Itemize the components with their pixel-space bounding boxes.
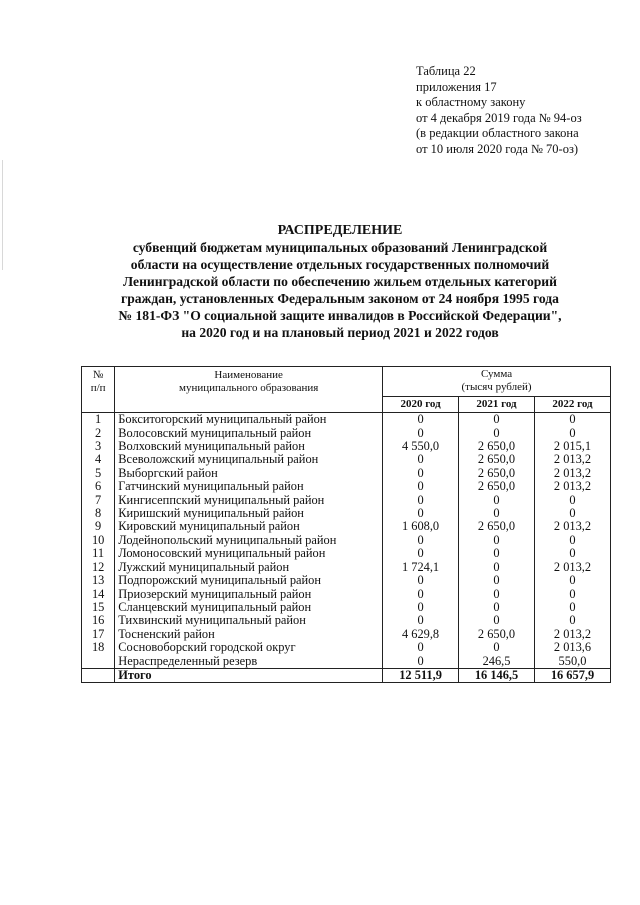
- table-row: [82, 601, 611, 614]
- row-value-2021: 2 650,0: [459, 467, 535, 480]
- row-value-2020: 0: [383, 601, 459, 614]
- table-row: [82, 427, 611, 440]
- row-value-2021: 2 650,0: [459, 628, 535, 641]
- title-main: РАСПРЕДЕЛЕНИЕ: [277, 223, 403, 238]
- row-name: Тихвинский муниципальный район: [115, 614, 383, 627]
- row-value-2021: 0: [459, 534, 535, 547]
- table-row: [82, 467, 611, 480]
- header-name-line: муниципального образования: [179, 382, 319, 395]
- header-note-line: от 10 июля 2020 года № 70-оз): [416, 141, 579, 156]
- row-value-2022: 2 013,2: [535, 453, 611, 466]
- row-name: Бокситогорский муниципальный район: [115, 413, 383, 427]
- title-line: Ленинградской области по обеспечению жильем отдельных категорий: [123, 274, 557, 289]
- row-number: 2: [82, 427, 115, 440]
- row-value-2021: 0: [459, 507, 535, 520]
- row-name: Киришский муниципальный район: [115, 507, 383, 520]
- header-note-line: от 4 декабря 2019 года № 94-оз: [416, 110, 582, 125]
- row-number: 9: [82, 520, 115, 533]
- row-value-2020: 0: [383, 494, 459, 507]
- row-value-2021: 0: [459, 413, 535, 427]
- row-number: 5: [82, 467, 115, 480]
- row-value-2022: 2 013,2: [535, 628, 611, 641]
- row-value-2022: 0: [535, 614, 611, 627]
- table-row: [82, 655, 611, 669]
- row-value-2022: 0: [535, 427, 611, 440]
- table-row: [82, 561, 611, 574]
- row-number: 13: [82, 574, 115, 587]
- row-name: Лужский муниципальный район: [115, 561, 383, 574]
- row-value-2020: 0: [383, 413, 459, 427]
- row-number: 7: [82, 494, 115, 507]
- row-number: 4: [82, 453, 115, 466]
- table-row: [82, 413, 611, 427]
- title-line: на 2020 год и на плановый период 2021 и 2022 годов: [181, 325, 499, 340]
- row-value-2021: 2 650,0: [459, 480, 535, 493]
- row-value-2020: 0: [383, 467, 459, 480]
- title-line: области на осуществление отдельных государственных полномочий: [130, 257, 550, 272]
- header-sum-line: Сумма: [480, 368, 513, 380]
- table-total-row: [82, 668, 611, 682]
- row-value-2021: 2 650,0: [459, 440, 535, 453]
- row-number: 6: [82, 480, 115, 493]
- row-value-2021: 2 650,0: [459, 453, 535, 466]
- row-value-2021: 0: [459, 601, 535, 614]
- row-number: 10: [82, 534, 115, 547]
- row-name: Тосненский район: [115, 628, 383, 641]
- row-value-2021: 0: [459, 588, 535, 601]
- row-value-2022: 0: [535, 588, 611, 601]
- row-value-2021: 0: [459, 547, 535, 560]
- page-edge-line: [2, 160, 3, 270]
- header-year-2020: 2020 год: [383, 396, 459, 412]
- row-name: Сланцевский муниципальный район: [115, 601, 383, 614]
- row-name: Выборгский район: [115, 467, 383, 480]
- row-value-2020: 0: [383, 453, 459, 466]
- row-value-2020: 1 608,0: [383, 520, 459, 533]
- row-number: 17: [82, 628, 115, 641]
- header-number-line: п/п: [90, 382, 106, 395]
- row-number: 8: [82, 507, 115, 520]
- row-name: Лодейнопольский муниципальный район: [115, 534, 383, 547]
- header-name-line: Наименование: [214, 369, 283, 381]
- header-number-line: №: [92, 369, 104, 381]
- row-number: 15: [82, 601, 115, 614]
- row-name: Подпорожский муниципальный район: [115, 574, 383, 587]
- row-value-2020: 1 724,1: [383, 561, 459, 574]
- header-year-2022: 2022 год: [535, 396, 611, 412]
- row-number: 3: [82, 440, 115, 453]
- row-value-2021: 0: [459, 574, 535, 587]
- row-value-2021: 2 650,0: [459, 520, 535, 533]
- header-sum: [383, 367, 611, 397]
- row-name: Кировский муниципальный район: [115, 520, 383, 533]
- row-number: [82, 655, 115, 669]
- row-value-2020: 0: [383, 641, 459, 654]
- row-value-2021: 0: [459, 427, 535, 440]
- row-number: 18: [82, 641, 115, 654]
- header-number: [82, 367, 115, 413]
- total-2021: 16 146,5: [459, 668, 535, 682]
- table-row: [82, 440, 611, 453]
- table-row: [82, 614, 611, 627]
- row-value-2022: 2 013,2: [535, 520, 611, 533]
- row-value-2022: 2 015,1: [535, 440, 611, 453]
- header-note-line: приложения 17: [416, 79, 497, 94]
- table-row: [82, 588, 611, 601]
- row-value-2020: 0: [383, 427, 459, 440]
- row-value-2020: 0: [383, 534, 459, 547]
- row-name: Гатчинский муниципальный район: [115, 480, 383, 493]
- row-number: 16: [82, 614, 115, 627]
- row-value-2020: 4 550,0: [383, 440, 459, 453]
- table-header-row: [82, 367, 611, 397]
- header-note-line: (в редакции областного закона: [416, 126, 579, 140]
- row-value-2022: 0: [535, 547, 611, 560]
- total-label: Итого: [115, 668, 383, 682]
- distribution-table: [81, 366, 611, 683]
- row-value-2022: 2 013,2: [535, 561, 611, 574]
- row-name: Приозерский муниципальный район: [115, 588, 383, 601]
- row-value-2022: 2 013,2: [535, 480, 611, 493]
- row-value-2020: 0: [383, 507, 459, 520]
- row-value-2022: 0: [535, 494, 611, 507]
- header-note-line: Таблица 22: [416, 64, 476, 78]
- row-value-2022: 0: [535, 534, 611, 547]
- row-value-2020: 0: [383, 547, 459, 560]
- row-name: Сосновоборский городской округ: [115, 641, 383, 654]
- header-sum-line: (тысяч рублей): [461, 381, 532, 394]
- row-value-2021: 0: [459, 561, 535, 574]
- table-row: [82, 641, 611, 654]
- row-name: Нераспределенный резерв: [115, 655, 383, 669]
- table-row: [82, 453, 611, 466]
- header-note-line: к областному закону: [416, 95, 526, 109]
- row-value-2022: 0: [535, 507, 611, 520]
- row-value-2020: 0: [383, 574, 459, 587]
- row-name: Ломоносовский муниципальный район: [115, 547, 383, 560]
- table-row: [82, 507, 611, 520]
- title-line: субвенций бюджетам муниципальных образований Ленинградской: [132, 240, 548, 255]
- row-value-2021: 0: [459, 641, 535, 654]
- total-num-cell: [82, 668, 115, 682]
- row-number: 11: [82, 547, 115, 560]
- row-value-2022: 0: [535, 601, 611, 614]
- total-2022: 16 657,9: [535, 668, 611, 682]
- row-name: Волховский муниципальный район: [115, 440, 383, 453]
- title-line: № 181-ФЗ "О социальной защите инвалидов в Российской Федерации",: [118, 308, 562, 323]
- document-title: [60, 222, 620, 341]
- header-name: [115, 367, 383, 413]
- row-name: Всеволожский муниципальный район: [115, 453, 383, 466]
- row-value-2020: 0: [383, 588, 459, 601]
- row-value-2022: 2 013,2: [535, 467, 611, 480]
- row-value-2022: 550,0: [535, 655, 611, 669]
- row-value-2022: 2 013,6: [535, 641, 611, 654]
- total-2020: 12 511,9: [383, 668, 459, 682]
- row-value-2022: 0: [535, 574, 611, 587]
- row-number: 14: [82, 588, 115, 601]
- table-row: [82, 480, 611, 493]
- row-value-2020: 4 629,8: [383, 628, 459, 641]
- table-row: [82, 520, 611, 533]
- row-value-2022: 0: [535, 413, 611, 427]
- row-value-2020: 0: [383, 614, 459, 627]
- table-body: [82, 413, 611, 669]
- header-note: [416, 64, 582, 157]
- row-value-2021: 246,5: [459, 655, 535, 669]
- row-value-2021: 0: [459, 494, 535, 507]
- table-row: [82, 494, 611, 507]
- row-value-2020: 0: [383, 480, 459, 493]
- table-row: [82, 628, 611, 641]
- table-row: [82, 547, 611, 560]
- table-row: [82, 534, 611, 547]
- table-row: [82, 574, 611, 587]
- row-number: 12: [82, 561, 115, 574]
- row-value-2021: 0: [459, 614, 535, 627]
- header-year-2021: 2021 год: [459, 396, 535, 412]
- row-name: Волосовский муниципальный район: [115, 427, 383, 440]
- row-name: Кингисеппский муниципальный район: [115, 494, 383, 507]
- row-number: 1: [82, 413, 115, 427]
- title-line: граждан, установленных Федеральным законом от 24 ноября 1995 года: [121, 291, 559, 306]
- row-value-2020: 0: [383, 655, 459, 669]
